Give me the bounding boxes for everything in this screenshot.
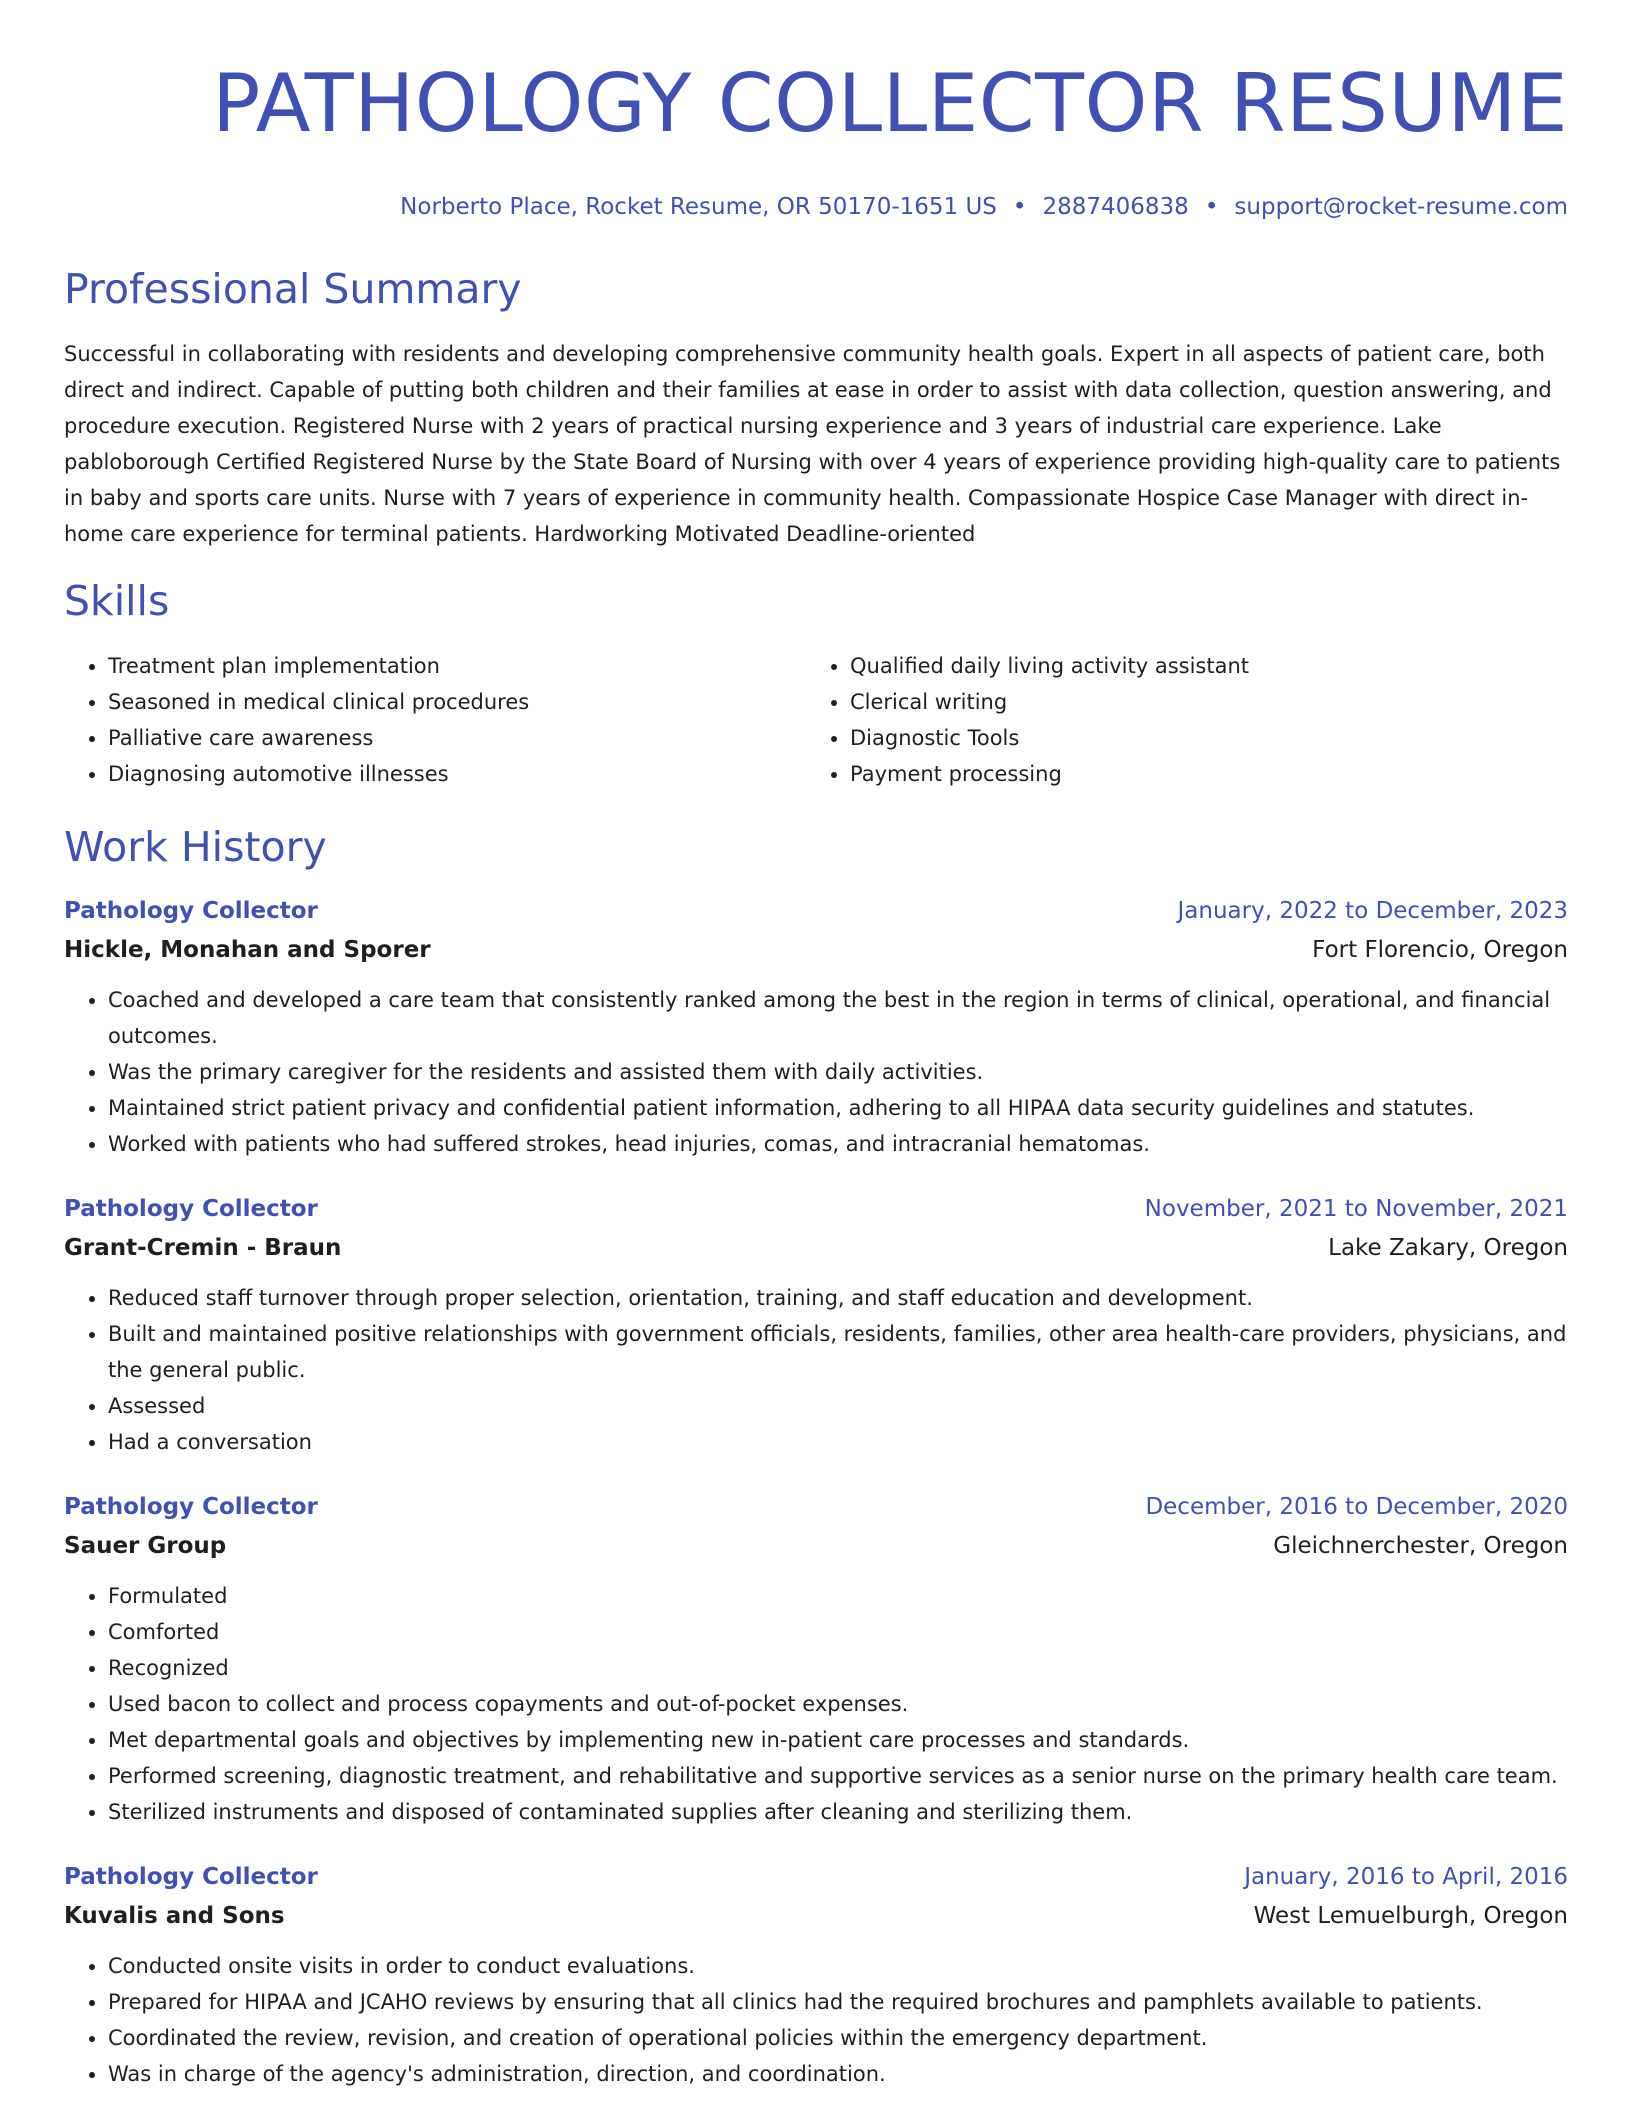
job-company: Grant-Cremin - Braun xyxy=(64,1235,342,1261)
contact-separator: • xyxy=(1012,194,1027,220)
job-bullet: • Comforted xyxy=(108,1614,1568,1650)
job-dates: December, 2016 to December, 2020 xyxy=(1145,1494,1568,1520)
job-company-row xyxy=(64,930,1568,970)
job-bullet: • Was in charge of the agency's administration, direction, and coordination. xyxy=(108,2056,1568,2092)
job-bullet: • Had a conversation xyxy=(108,1424,1568,1460)
summary-text: Successful in collaborating with residents and developing comprehensive community health goals. Expert in all aspects of patient care, both direct and indirect. Capable of putting both children and their families at ease in order to assist with data collection, question answering, and procedure execution. Registered Nurse with 2 years of practical nursing experience and 3 years of industrial care experience. Lake pabloborough Certified Registered Nurse by the State Board of Nursing with over 4 years of experience providing high-quality care to patients in baby and sports care units. Nurse with 7 years of experience in community health. Compassionate Hospice Case Manager with direct in-home care experience for terminal patients. Hardworking Motivated Deadline-oriented xyxy=(64,342,1561,546)
job-bullet: • Performed screening, diagnostic treatment, and rehabilitative and supportive services as a senior nurse on the primary health care team. xyxy=(108,1758,1568,1794)
skills-column-left xyxy=(64,648,806,792)
job-dates: January, 2016 to April, 2016 xyxy=(1244,1864,1568,1890)
job-company: Sauer Group xyxy=(64,1533,227,1559)
job-location: Fort Florencio, Oregon xyxy=(1312,937,1568,963)
skill-item: • Qualified daily living activity assistant xyxy=(850,648,1548,684)
job-entry xyxy=(64,892,1568,1162)
job-bullet: • Used bacon to collect and process copayments and out-of-pocket expenses. xyxy=(108,1686,1568,1722)
job-dates: January, 2022 to December, 2023 xyxy=(1177,898,1568,924)
job-entry xyxy=(64,1488,1568,1830)
job-title-row xyxy=(64,1488,1568,1526)
job-title: Pathology Collector xyxy=(64,1196,318,1222)
job-bullet: • Conducted onsite visits in order to conduct evaluations. xyxy=(108,1948,1568,1984)
job-dates: November, 2021 to November, 2021 xyxy=(1144,1196,1568,1222)
job-bullet: • Coached and developed a care team that consistently ranked among the best in the region in terms of clinical, operational, and financial outcomes. xyxy=(108,982,1568,1054)
skill-item: • Clerical writing xyxy=(850,684,1548,720)
contact-email: support@rocket-resume.com xyxy=(1234,194,1568,220)
job-bullet: • Reduced staff turnover through proper selection, orientation, training, and staff education and development. xyxy=(108,1280,1568,1316)
job-bullet: • Worked with patients who had suffered strokes, head injuries, comas, and intracranial hematomas. xyxy=(108,1126,1568,1162)
job-bullet: • Coordinated the review, revision, and creation of operational policies within the emergency department. xyxy=(108,2020,1568,2056)
job-bullets xyxy=(64,1578,1568,1830)
work-history-heading: Work History xyxy=(64,823,327,871)
contact-address: Norberto Place, Rocket Resume, OR 50170-1651 US xyxy=(400,194,997,220)
job-title-row xyxy=(64,1858,1568,1896)
resume-page xyxy=(64,0,1568,2092)
summary-heading: Professional Summary xyxy=(64,265,522,313)
job-bullet: • Sterilized instruments and disposed of contaminated supplies after cleaning and sterilizing them. xyxy=(108,1794,1568,1830)
contact-phone: 2887406838 xyxy=(1042,194,1189,220)
skill-item: • Diagnosing automotive illnesses xyxy=(108,756,806,792)
job-entry xyxy=(64,1190,1568,1460)
skills-column-right xyxy=(806,648,1548,792)
job-bullets xyxy=(64,1948,1568,2092)
skill-item: • Payment processing xyxy=(850,756,1548,792)
job-bullet: • Prepared for HIPAA and JCAHO reviews by ensuring that all clinics had the required brochures and pamphlets available to patients. xyxy=(108,1984,1568,2020)
job-company-row xyxy=(64,1228,1568,1268)
job-title: Pathology Collector xyxy=(64,1494,318,1520)
job-bullet: • Assessed xyxy=(108,1388,1568,1424)
job-location: Gleichnerchester, Oregon xyxy=(1273,1533,1568,1559)
job-company: Kuvalis and Sons xyxy=(64,1903,285,1929)
job-title: Pathology Collector xyxy=(64,898,318,924)
contact-line xyxy=(64,192,1568,222)
job-title-row xyxy=(64,892,1568,930)
skill-item: • Diagnostic Tools xyxy=(850,720,1548,756)
job-location: Lake Zakary, Oregon xyxy=(1328,1235,1568,1261)
job-bullet: • Met departmental goals and objectives by implementing new in-patient care processes and standards. xyxy=(108,1722,1568,1758)
contact-separator: • xyxy=(1204,194,1219,220)
job-title-row xyxy=(64,1190,1568,1228)
job-bullets xyxy=(64,1280,1568,1460)
job-bullets xyxy=(64,982,1568,1162)
skills-heading: Skills xyxy=(64,577,170,625)
job-bullet: • Was the primary caregiver for the residents and assisted them with daily activities. xyxy=(108,1054,1568,1090)
skill-item: • Palliative care awareness xyxy=(108,720,806,756)
job-title: Pathology Collector xyxy=(64,1864,318,1890)
job-company-row xyxy=(64,1526,1568,1566)
job-bullet: • Formulated xyxy=(108,1578,1568,1614)
job-company-row xyxy=(64,1896,1568,1936)
job-entry xyxy=(64,1858,1568,2092)
resume-title: PATHOLOGY COLLECTOR RESUME xyxy=(212,57,1568,150)
skills-grid xyxy=(64,648,1568,792)
job-bullet: • Built and maintained positive relationships with government officials, residents, families, other area health-care providers, physicians, and the general public. xyxy=(108,1316,1568,1388)
job-bullet: • Maintained strict patient privacy and confidential patient information, adhering to all HIPAA data security guidelines and statutes. xyxy=(108,1090,1568,1126)
job-bullet: • Recognized xyxy=(108,1650,1568,1686)
job-location: West Lemuelburgh, Oregon xyxy=(1253,1903,1568,1929)
job-company: Hickle, Monahan and Sporer xyxy=(64,937,431,963)
skill-item: • Seasoned in medical clinical procedures xyxy=(108,684,806,720)
skill-item: • Treatment plan implementation xyxy=(108,648,806,684)
